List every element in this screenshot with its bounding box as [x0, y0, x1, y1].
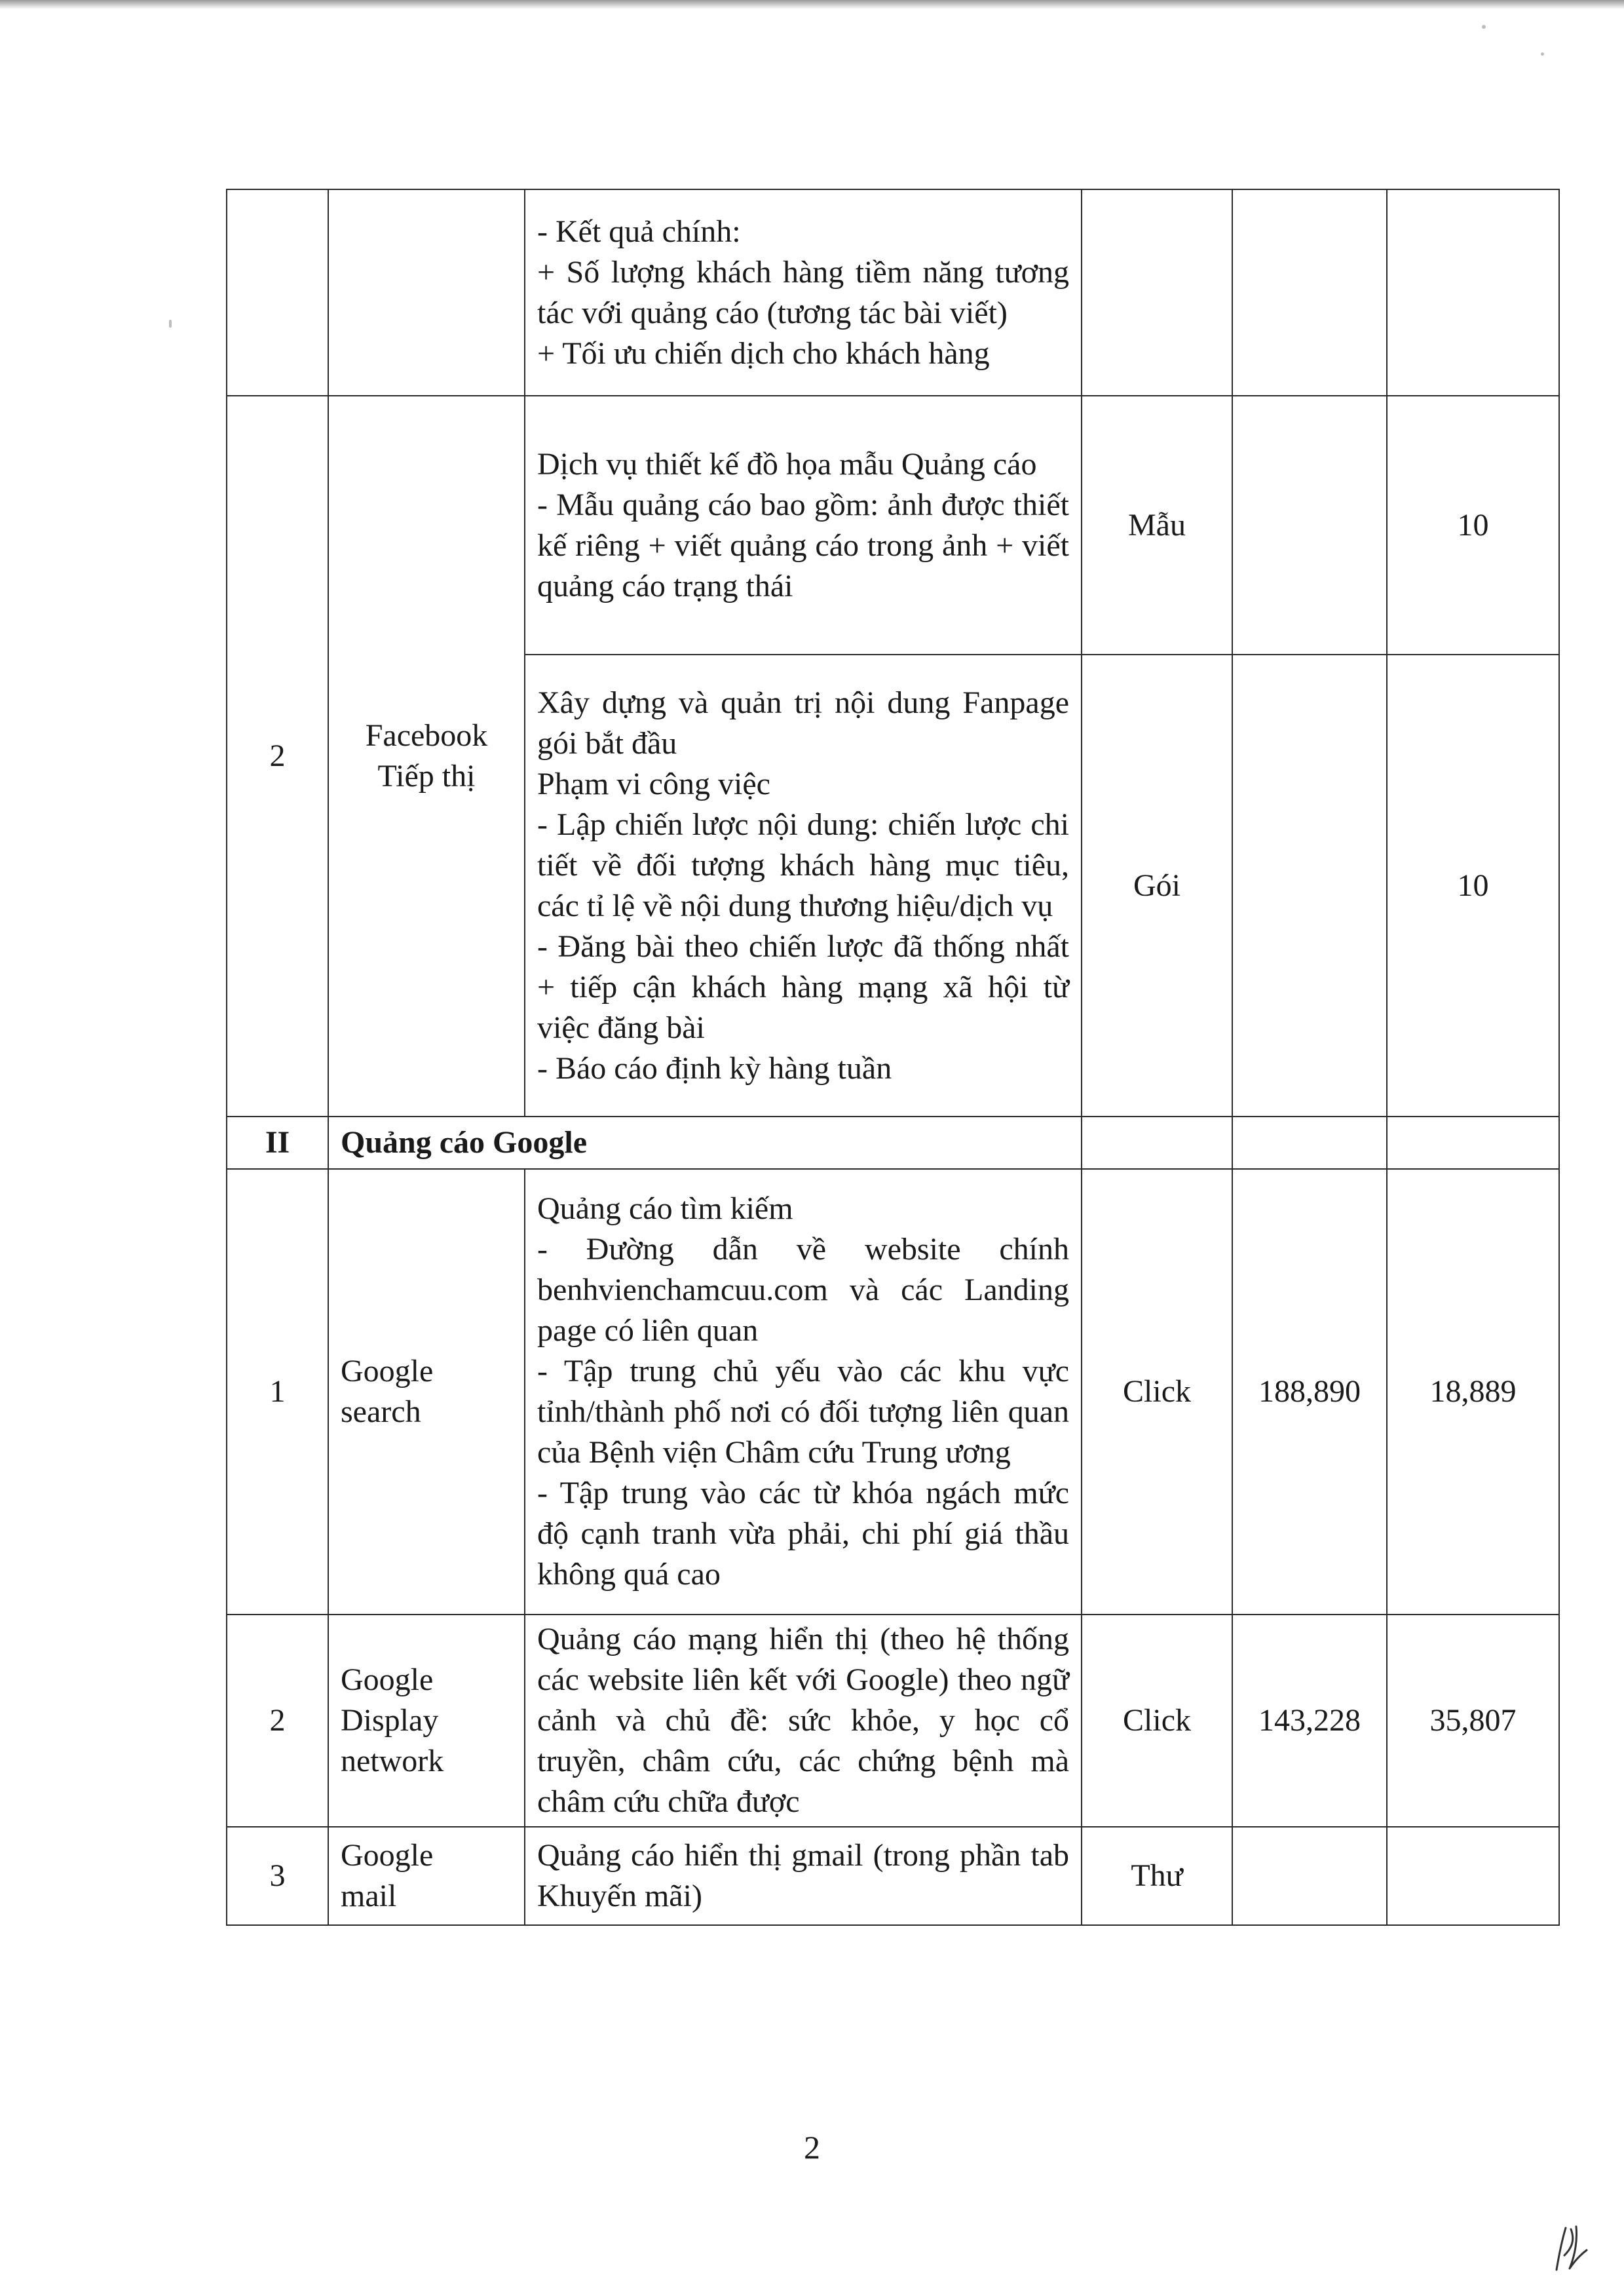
unit-cell: Click	[1082, 1169, 1232, 1615]
quantity-cell	[1232, 655, 1387, 1117]
description-line: Quảng cáo tìm kiếm	[537, 1191, 793, 1226]
description-line: + Tối ưu chiến dịch cho khách hàng	[537, 335, 990, 371]
unit-cell: Thư	[1082, 1827, 1232, 1925]
description-cell	[525, 396, 1082, 655]
stt-cell: 1	[227, 1169, 328, 1615]
total-cell	[1387, 189, 1559, 396]
page-number: 2	[804, 2129, 820, 2166]
description-line: - Mẫu quảng cáo bao gồm: ảnh được thiết kế riêng + viết quảng cáo trong ảnh + viết quảng cáo trạng thái	[537, 487, 1069, 603]
unit-cell: Gói	[1082, 655, 1232, 1117]
stt-cell: 3	[227, 1827, 328, 1925]
item-name-cell	[328, 1615, 525, 1827]
item-name-cell	[328, 1827, 525, 1925]
quantity-cell	[1232, 1827, 1387, 1925]
unit-cell: Mẫu	[1082, 396, 1232, 655]
table-row	[227, 1615, 1559, 1827]
services-table	[226, 189, 1560, 1926]
scan-speck	[1541, 52, 1544, 56]
item-name-line: Google	[341, 1838, 434, 1873]
item-name-line: Display	[341, 1703, 439, 1738]
table-row	[227, 1169, 1559, 1615]
empty-cell	[1387, 1117, 1559, 1169]
description-line: - Báo cáo định kỳ hàng tuần	[537, 1050, 892, 1086]
description-line: Quảng cáo mạng hiển thị (theo hệ thống các website liên kết với Google) theo ngữ cảnh và chủ đề: sức khỏe, y học cổ truyền, châm cứu, các chứng bệnh mà châm cứu chữa được	[537, 1622, 1069, 1819]
unit-cell: Click	[1082, 1615, 1232, 1827]
stt-cell	[227, 189, 328, 396]
total-cell: 18,889	[1387, 1169, 1559, 1615]
description-cell	[525, 655, 1082, 1117]
quantity-cell: 143,228	[1232, 1615, 1387, 1827]
quantity-cell	[1232, 396, 1387, 655]
scan-top-edge	[0, 0, 1624, 9]
total-cell: 10	[1387, 396, 1559, 655]
quantity-cell: 188,890	[1232, 1169, 1387, 1615]
description-line: Dịch vụ thiết kế đồ họa mẫu Quảng cáo	[537, 446, 1037, 482]
section-header-row	[227, 1117, 1559, 1169]
empty-cell	[1082, 1117, 1232, 1169]
description-line: + Số lượng khách hàng tiềm năng tương tác với quảng cáo (tương tác bài viết)	[537, 254, 1069, 330]
item-name-line: search	[341, 1394, 421, 1429]
item-name-line: Google	[341, 1354, 434, 1388]
initials-signature-mark	[1553, 2221, 1592, 2274]
description-line: - Tập trung chủ yếu vào các khu vực tỉnh/thành phố nơi có đối tượng liên quan của Bệnh viện Châm cứu Trung ương	[537, 1354, 1069, 1470]
item-name-cell	[328, 396, 525, 1117]
description-line: Quảng cáo hiển thị gmail (trong phần tab Khuyến mãi)	[537, 1838, 1069, 1913]
stt-cell: 2	[227, 396, 328, 1117]
description-cell	[525, 1827, 1082, 1925]
description-line: - Đăng bài theo chiến lược đã thống nhất + tiếp cận khách hàng mạng xã hội từ việc đăng bài	[537, 928, 1069, 1045]
description-line: - Đường dẫn về website chính benhvienchamcuu.com và các Landing page có liên quan	[537, 1232, 1069, 1348]
description-line: - Lập chiến lược nội dung: chiến lược chi tiết về đối tượng khách hàng mục tiêu, các tỉ lệ về nội dung thương hiệu/dịch vụ	[537, 807, 1069, 923]
description-line: Phạm vi công việc	[537, 766, 770, 801]
total-cell: 10	[1387, 655, 1559, 1117]
item-name-cell	[328, 1169, 525, 1615]
item-name-line: Google	[341, 1662, 434, 1697]
description-cell	[525, 1615, 1082, 1827]
description-cell	[525, 189, 1082, 396]
scan-speck	[169, 320, 172, 328]
description-line: - Kết quả chính:	[537, 214, 741, 249]
table-row	[227, 189, 1559, 396]
total-cell	[1387, 1827, 1559, 1925]
description-cell	[525, 1169, 1082, 1615]
item-name-line: Tiếp thị	[377, 759, 476, 794]
item-name-line: Facebook	[365, 718, 488, 753]
item-name-cell	[328, 189, 525, 396]
description-line: - Tập trung vào các từ khóa ngách mức độ cạnh tranh vừa phải, chi phí giá thầu không quá cao	[537, 1476, 1069, 1592]
item-name-line: mail	[341, 1879, 397, 1913]
table-row	[227, 396, 1559, 655]
table-row	[227, 1827, 1559, 1925]
stt-cell: 2	[227, 1615, 328, 1827]
unit-cell	[1082, 189, 1232, 396]
section-title: Quảng cáo Google	[328, 1117, 1082, 1169]
description-line: Xây dựng và quản trị nội dung Fanpage gói bắt đầu	[537, 685, 1069, 761]
empty-cell	[1232, 1117, 1387, 1169]
quantity-cell	[1232, 189, 1387, 396]
item-name-line: network	[341, 1744, 444, 1778]
section-roman-numeral: II	[227, 1117, 328, 1169]
scan-speck	[1482, 25, 1486, 29]
total-cell: 35,807	[1387, 1615, 1559, 1827]
